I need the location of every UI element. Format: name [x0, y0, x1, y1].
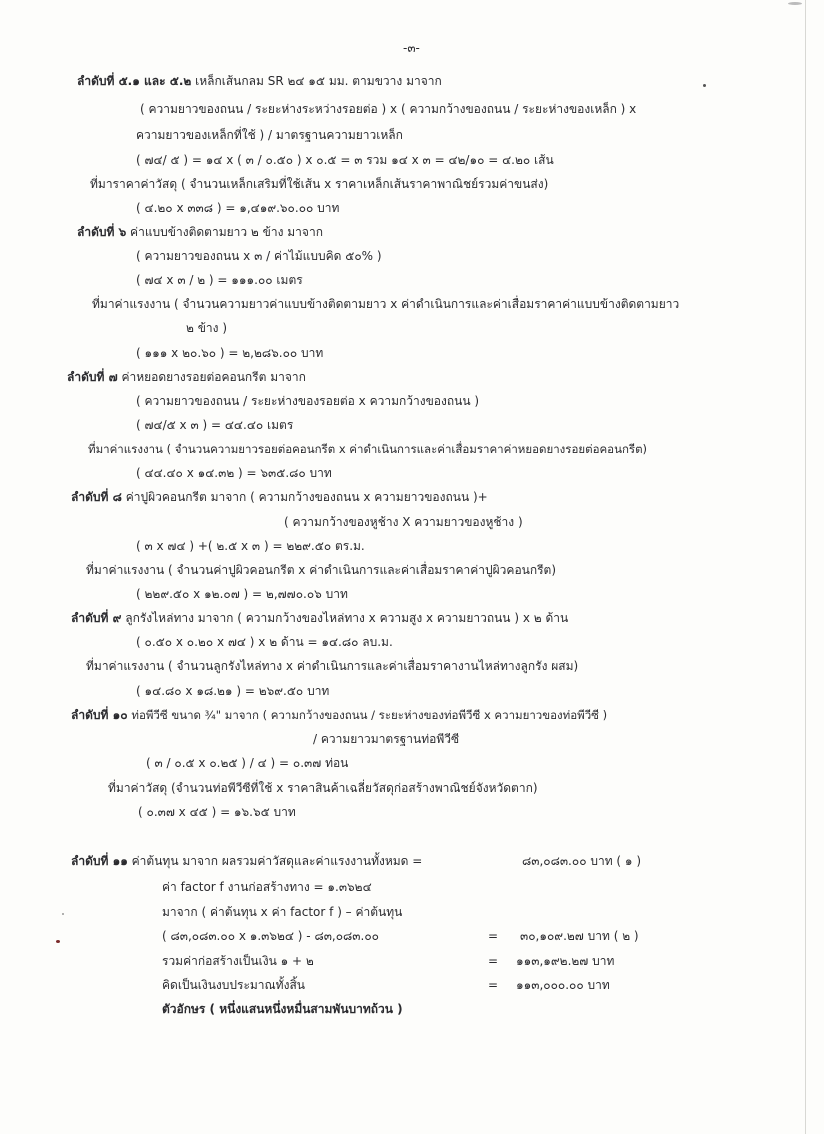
- item-11-approx-label: คิดเป็นเงินงบประมาณทั้งสิ้น: [162, 978, 305, 992]
- item-6-labor-basis-cont: ๒ ข้าง ): [186, 321, 228, 335]
- item-11-amount-in-words: ตัวอักษร ( หนึ่งแสนหนึ่งหมื่นสามพันบาทถ้วน ): [162, 1002, 403, 1016]
- item-8-labor-basis: ที่มาค่าแรงงาน ( จำนวนค่าปูผิวคอนกรีต x ค่าดำเนินการและค่าเสื่อมราคาค่าปูผิวคอนกรีต): [86, 563, 557, 577]
- item-8-labor-calc: ( ๒๒๙.๕๐ x ๑๒.๐๗ ) = ๒,๗๗๐.๐๖ บาท: [136, 587, 348, 601]
- item-7-labor-calc: ( ๔๔.๔๐ x ๑๔.๓๒ ) = ๖๓๕.๘๐ บาท: [136, 466, 332, 480]
- item-8-line: [71, 489, 488, 505]
- item-7-calc: ( ๗๔/๕ x ๓ ) = ๔๔.๔๐ เมตร: [136, 418, 294, 432]
- item-9-calc: ( ๐.๕๐ x ๐.๒๐ x ๗๔ ) x ๒ ด้าน = ๑๔.๘๐ ลบ.ม.: [136, 635, 393, 649]
- item-6-formula: ( ความยาวของถนน x ๓ / ค่าไม้แบบคิด ๕๐% ): [136, 249, 382, 263]
- item-11-cost-total: ๘๓,๐๘๓.๐๐ บาท ( ๑ ): [522, 854, 642, 868]
- item-6-line: [77, 224, 323, 240]
- item-9-line: [71, 610, 568, 626]
- item-5-cost-calc: ( ๔.๒๐ x ๓๓๘ ) = ๑,๔๑๙.๖๐.๐๐ บาท: [136, 201, 340, 215]
- item-11-line: [71, 853, 422, 869]
- item-11-factor-formula: มาจาก ( ค่าต้นทุน x ค่า factor f ) – ค่าต้นทุน: [162, 905, 403, 919]
- scan-speck: [703, 84, 706, 87]
- item-10-text-cont: / ความยาวมาตรฐานท่อพีวีซี: [313, 732, 460, 746]
- item-8-text-cont: ( ความกว้างของหูช้าง X ความยาวของหูช้าง ): [284, 515, 523, 529]
- item-10-cost-basis: ที่มาค่าวัสดุ (จำนวนท่อพีวีซีที่ใช้ x ราคาสินค้าเฉลี่ยวัสดุก่อสร้างพาณิชย์จังหวัดตาก): [108, 781, 538, 795]
- item-11-sum-label: รวมค่าก่อสร้างเป็นเงิน ๑ + ๒: [162, 954, 314, 968]
- item-8-heading: ลำดับที่ ๘: [71, 490, 122, 504]
- item-11-factor-value: ๓๐,๑๐๙.๒๗ บาท ( ๒ ): [520, 929, 639, 943]
- item-10-line: [71, 707, 607, 723]
- item-5-text: เหล็กเส้นกลม SR ๒๔ ๑๕ มม. ตามขวาง มาจาก: [195, 74, 442, 88]
- item-5-formula-2: ความยาวของเหล็กที่ใช้ ) / มาตรฐานความยาวเหล็ก: [136, 128, 403, 142]
- item-5-line: [77, 73, 442, 89]
- item-7-line: [67, 369, 306, 385]
- item-9-labor-calc: ( ๑๔.๘๐ x ๑๘.๒๑ ) = ๒๖๙.๕๐ บาท: [136, 684, 330, 698]
- item-11-factor-calc: ( ๘๓,๐๘๓.๐๐ x ๑.๓๖๒๔ ) - ๘๓,๐๘๓.๐๐: [162, 929, 379, 943]
- scan-speck: [62, 913, 64, 915]
- item-10-heading: ลำดับที่ ๑๐: [71, 708, 128, 722]
- item-11-approx-eq: =: [488, 978, 499, 992]
- item-10-text: ท่อพีวีซี ขนาด ¾" มาจาก ( ความกว้างของถนน / ระยะห่างของท่อพีวีซี x ความยาวของท่อพีวีซี ): [131, 708, 608, 722]
- item-6-labor-calc: ( ๑๑๑ x ๒๐.๖๐ ) = ๒,๒๘๖.๐๐ บาท: [136, 346, 324, 360]
- item-7-text: ค่าหยอดยางรอยต่อคอนกรีต มาจาก: [121, 370, 306, 384]
- scan-speck: [56, 940, 60, 943]
- item-9-text: ลูกรังไหล่ทาง มาจาก ( ความกว้างของไหล่ทาง x ความสูง x ความยาวถนน ) x ๒ ด้าน: [125, 611, 569, 625]
- item-5-cost-basis: ที่มาราคาค่าวัสดุ ( จำนวนเหล็กเสริมที่ใช้เส้น x ราคาเหล็กเส้นราคาพาณิชย์รวมค่าขนส่ง): [90, 177, 549, 191]
- item-8-text: ค่าปูผิวคอนกรีต มาจาก ( ความกว้างของถนน x ความยาวของถนน )+: [125, 490, 488, 504]
- item-7-heading: ลำดับที่ ๗: [67, 370, 118, 384]
- item-6-calc: ( ๗๔ x ๓ / ๒ ) = ๑๑๑.๐๐ เมตร: [136, 273, 303, 287]
- item-7-labor-basis: ที่มาค่าแรงงาน ( จำนวนความยาวรอยต่อคอนกรีต x ค่าดำเนินการและค่าเสื่อมราคาค่าหยอดยางรอยต่อคอนกรีต): [88, 442, 648, 456]
- item-10-cost-calc: ( ๐.๓๗ x ๔๕ ) = ๑๖.๖๕ บาท: [138, 805, 296, 819]
- item-7-formula: ( ความยาวของถนน / ระยะห่างของรอยต่อ x ความกว้างของถนน ): [136, 394, 480, 408]
- item-6-labor-basis: ที่มาค่าแรงงาน ( จำนวนความยาวค่าแบบข้างติดตามยาว x ค่าดำเนินการและค่าเสื่อมราคาค่าแบบข้างติดตามยาว: [92, 297, 680, 311]
- item-9-heading: ลำดับที่ ๙: [71, 611, 122, 625]
- scan-edge: [805, 0, 806, 1134]
- item-11-sum-value: ๑๑๓,๑๙๒.๒๗ บาท: [516, 954, 615, 968]
- item-11-factor-label: ค่า factor f งานก่อสร้างทาง = ๑.๓๖๒๔: [162, 880, 372, 894]
- scan-speck: [788, 2, 802, 5]
- item-11-heading: ลำดับที่ ๑๑: [71, 854, 128, 868]
- item-5-calc: ( ๗๔/ ๕ ) = ๑๔ x ( ๓ / ๐.๕๐ ) x ๐.๕ = ๓ รวม ๑๔ x ๓ = ๔๒/๑๐ = ๔.๒๐ เส้น: [136, 153, 554, 167]
- page-number: -๓-: [403, 41, 420, 55]
- item-11-sum-eq: =: [488, 954, 499, 968]
- item-5-heading: ลำดับที่ ๕.๑ และ ๕.๒: [77, 74, 192, 88]
- item-6-heading: ลำดับที่ ๖: [77, 225, 127, 239]
- item-8-calc: ( ๓ x ๗๔ ) +( ๒.๕ x ๓ ) = ๒๒๙.๕๐ ตร.ม.: [136, 539, 365, 553]
- item-5-formula-1: ( ความยาวของถนน / ระยะห่างระหว่างรอยต่อ ) x ( ความกว้างของถนน / ระยะห่างของเหล็ก ) x: [140, 102, 637, 116]
- item-11-text: ค่าต้นทุน มาจาก ผลรวมค่าวัสดุและค่าแรงงานทั้งหมด =: [131, 854, 423, 868]
- item-9-labor-basis: ที่มาค่าแรงงาน ( จำนวนลูกรังไหล่ทาง x ค่าดำเนินการและค่าเสื่อมราคางานไหล่ทางลูกรัง ผสม): [86, 659, 579, 673]
- item-11-factor-eq: =: [488, 929, 499, 943]
- item-10-calc: ( ๓ / ๐.๕ x ๐.๒๕ ) / ๔ ) = ๐.๓๗ ท่อน: [146, 756, 349, 770]
- item-11-approx-value: ๑๑๓,๐๐๐.๐๐ บาท: [516, 978, 610, 992]
- item-6-text: ค่าแบบข้างติดตามยาว ๒ ข้าง มาจาก: [130, 225, 323, 239]
